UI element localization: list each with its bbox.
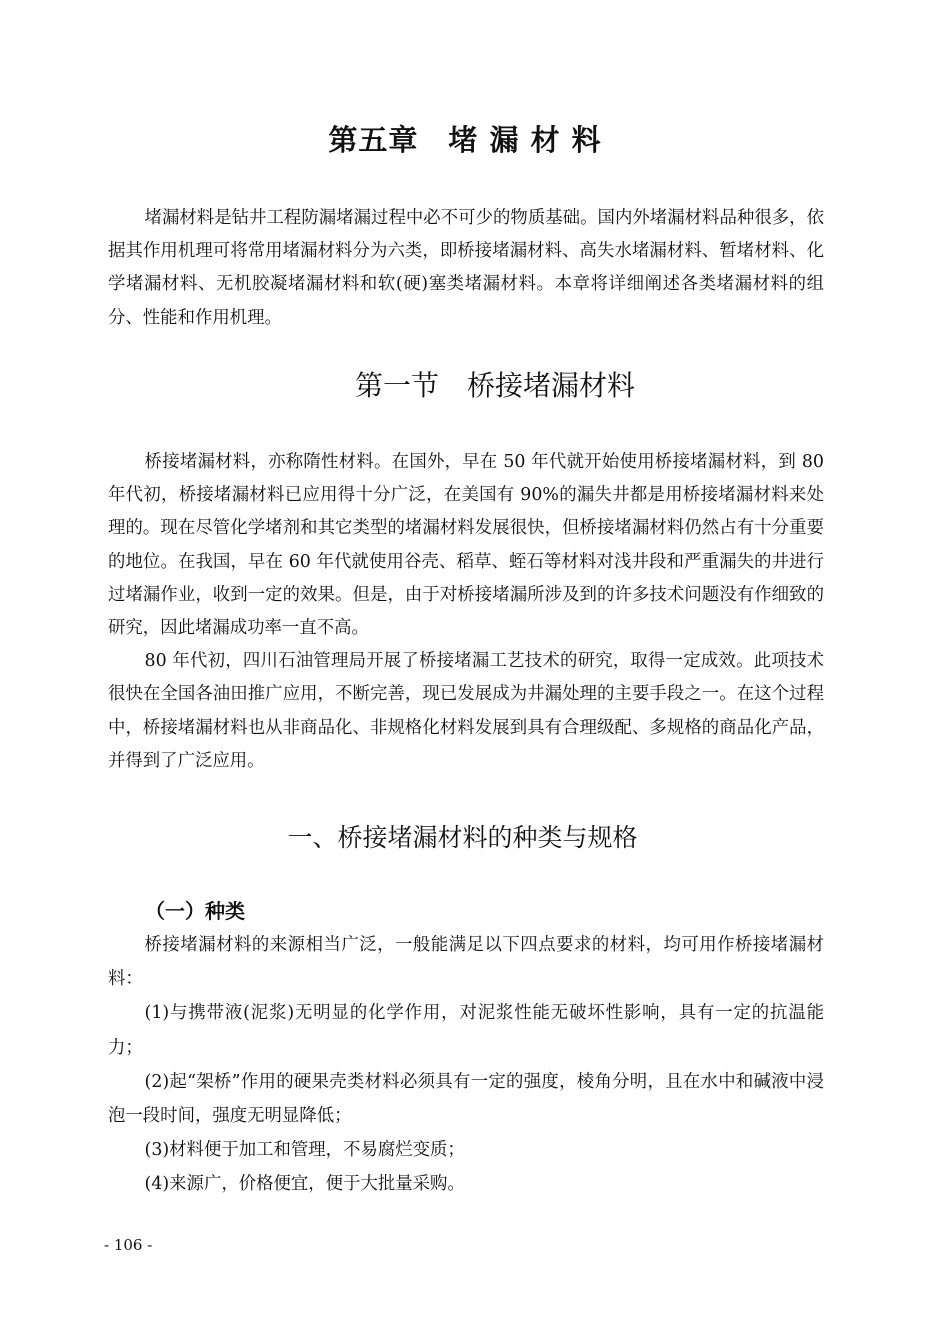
types-intro-paragraph: 桥接堵漏材料的来源相当广泛，一般能满足以下四点要求的材料，均可用作桥接堵漏材料： <box>108 935 824 990</box>
section-title: 第一节 桥接堵漏材料 <box>354 369 635 402</box>
intro-text <box>108 202 824 335</box>
requirement-item-4: (4)来源广，价格便宜，便于大批量采购。 <box>144 1174 465 1195</box>
types-text <box>108 928 824 1202</box>
requirement-item-2: (2)起“架桥”作用的硬果壳类材料必须具有一定的强度，棱角分明，且在水中和碱液中浸泡一段时间，强度无明显降低； <box>108 1071 824 1127</box>
page-number: - 106 - <box>104 1236 153 1254</box>
intro-paragraph: 堵漏材料是钻井工程防漏堵漏过程中必不可少的物质基础。国内外堵漏材料品种很多，依据其作用机理可将常用堵漏材料分为六类，即桥接堵漏材料、高失水堵漏材料、暂堵材料、化学堵漏材料、无机胶凝堵漏材料和软(硬)塞类堵漏材料。本章将详细阐述各类堵漏材料的组分、性能和作用机理。 <box>108 208 824 328</box>
chapter-title: 第五章 堵 漏 材 料 <box>328 123 602 157</box>
section-paragraph-1: 桥接堵漏材料，亦称隋性材料。在国外，早在 50 年代就开始使用桥接堵漏材料，到 80 年代初，桥接堵漏材料已应用得十分广泛，在美国有 90%的漏失井都是用桥接堵漏材料来处理的。现在尽管化学堵剂和其它类型的堵漏材料发展很快，但桥接堵漏材料仍然占有十分重要的地位。在我国，早在 60 年代就使用谷壳、稻草、蛭石等材料对浅井段和严重漏失的井进行过堵漏作业，收到一定的效果。但是，由于对桥接堵漏所涉及到的许多技术问题没有作细致的研究，因此堵漏成功率一直不高。 <box>108 452 824 639</box>
section-text <box>108 446 824 778</box>
sub-heading-types: （一）种类 <box>145 899 245 923</box>
section-paragraph-2: 80 年代初，四川石油管理局开展了桥接堵漏工艺技术的研究，取得一定成效。此项技术很快在全国各油田推广应用，不断完善，现已发展成为井漏处理的主要手段之一。在这个过程中，桥接堵漏材料也从非商品化、非规格化材料发展到具有合理级配、多规格的商品化产品，并得到了广泛应用。 <box>108 651 824 771</box>
requirement-item-1: (1)与携带液(泥浆)无明显的化学作用，对泥浆性能无破坏性影响，具有一定的抗温能力； <box>108 1003 824 1058</box>
subsection-title: 一、桥接堵漏材料的种类与规格 <box>287 823 638 852</box>
requirement-item-3: (3)材料便于加工和管理，不易腐烂变质； <box>144 1140 465 1161</box>
